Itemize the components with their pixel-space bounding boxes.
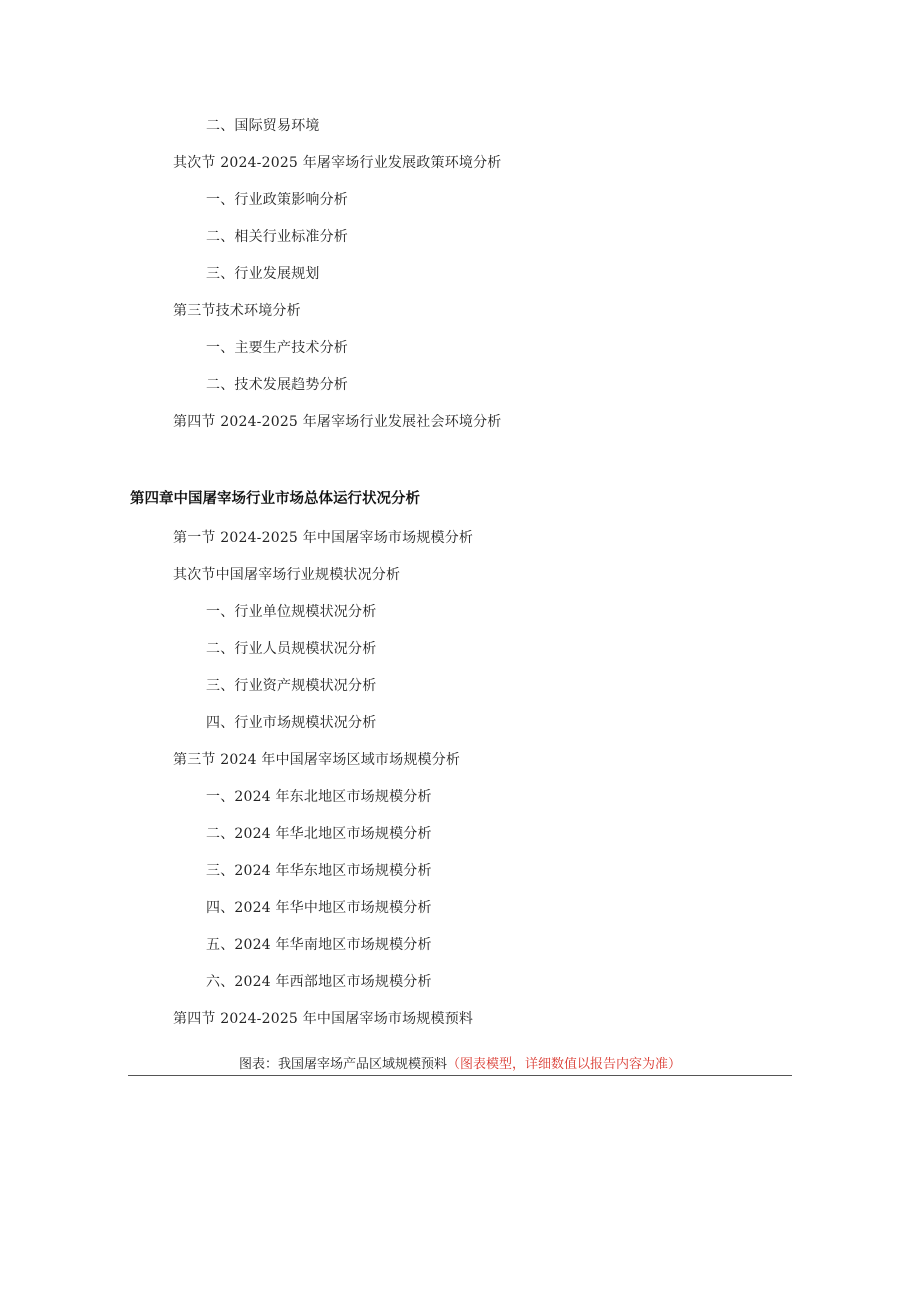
toc-entry: 二、国际贸易环境 xyxy=(206,118,320,134)
toc-entry: 三、行业发展规划 xyxy=(206,266,320,282)
toc-entry: 二、行业人员规模状况分析 xyxy=(206,641,377,657)
toc-entry: 二、相关行业标准分析 xyxy=(206,229,348,245)
figure-caption xyxy=(0,1056,920,1074)
caption-rule xyxy=(128,1075,792,1076)
toc-entry: 四、2024 年华中地区市场规模分析 xyxy=(206,900,432,916)
toc-entry: 二、技术发展趋势分析 xyxy=(206,377,348,393)
toc-entry: 一、行业单位规模状况分析 xyxy=(206,604,377,620)
chapter-heading: 第四章中国屠宰场行业市场总体运行状况分析 xyxy=(130,491,420,507)
toc-entry: 五、2024 年华南地区市场规模分析 xyxy=(206,937,432,953)
toc-section: 第三节技术环境分析 xyxy=(173,303,301,319)
toc-section: 第四节 2024-2025 年中国屠宰场市场规模预料 xyxy=(173,1011,474,1027)
toc-entry: 一、行业政策影响分析 xyxy=(206,192,348,208)
toc-entry: 一、2024 年东北地区市场规模分析 xyxy=(206,789,432,805)
toc-section: 其次节 2024-2025 年屠宰场行业发展政策环境分析 xyxy=(173,155,502,171)
toc-section: 其次节中国屠宰场行业规模状况分析 xyxy=(173,567,401,583)
toc-entry: 四、行业市场规模状况分析 xyxy=(206,715,377,731)
toc-section: 第三节 2024 年中国屠宰场区域市场规模分析 xyxy=(173,752,461,768)
toc-entry: 二、2024 年华北地区市场规模分析 xyxy=(206,826,432,842)
toc-section: 第四节 2024-2025 年屠宰场行业发展社会环境分析 xyxy=(173,414,502,430)
toc-entry: 一、主要生产技术分析 xyxy=(206,340,348,356)
caption-note: （图表模型，详细数值以报告内容为准） xyxy=(447,1057,682,1072)
toc-entry: 三、2024 年华东地区市场规模分析 xyxy=(206,863,432,879)
toc-section: 第一节 2024-2025 年中国屠宰场市场规模分析 xyxy=(173,530,474,546)
caption-label: 图表：我国屠宰场产品区域规模预料 xyxy=(238,1057,447,1072)
toc-entry: 六、2024 年西部地区市场规模分析 xyxy=(206,974,432,990)
toc-entry: 三、行业资产规模状况分析 xyxy=(206,678,377,694)
